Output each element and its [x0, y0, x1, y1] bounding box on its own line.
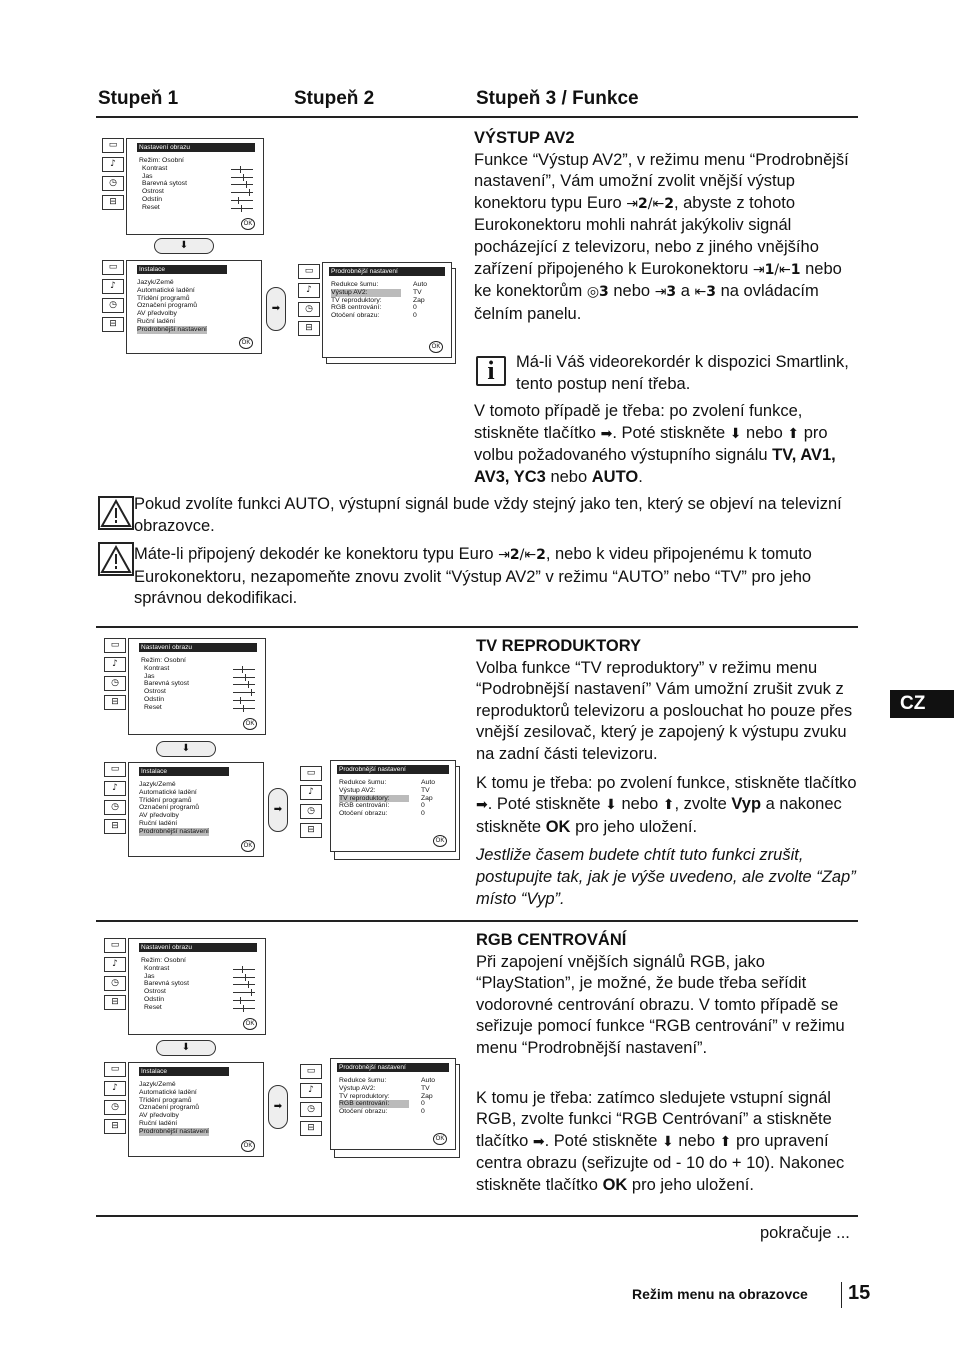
menu-item: Otočení obrazu: — [339, 1108, 388, 1116]
ok-button-icon: OK — [241, 840, 255, 852]
menu-item: RGB centrování: — [339, 802, 390, 810]
toolbox-icon: ⊟ — [298, 321, 320, 336]
menu-item: Jas — [144, 672, 155, 680]
menu-item: Odstín — [142, 195, 163, 203]
menu-title: Prodrobnější nastavení — [337, 765, 449, 774]
level-slider — [233, 669, 255, 670]
detail-menu-screen — [330, 760, 456, 852]
menu-item: Jazyk/Země — [139, 781, 176, 788]
footer-divider — [841, 1282, 842, 1308]
clock-icon: ◷ — [102, 298, 124, 313]
menu-item: Režim: Osobní — [141, 657, 186, 664]
music-icon: ♪ — [104, 781, 126, 796]
section-rule — [96, 626, 858, 628]
menu-item: Ostrost — [142, 188, 164, 196]
menu-items — [139, 157, 187, 212]
level-slider — [233, 984, 255, 985]
menu-title: Instalace — [137, 265, 227, 274]
menu-item: TV reproduktory: — [339, 1092, 390, 1100]
menu-values — [421, 779, 435, 818]
menu-value: 0 — [421, 1100, 425, 1108]
detail-menu-screen — [330, 1058, 456, 1150]
level-slider — [231, 208, 253, 209]
detail-menu-screen — [322, 262, 452, 358]
ok-button-icon: OK — [241, 1140, 255, 1152]
menu-value: TV — [421, 1084, 430, 1092]
menu-item: Prodrobnější nastavení — [139, 827, 209, 835]
toolbox-icon: ⊟ — [104, 695, 126, 710]
menu-item: Jas — [144, 972, 155, 980]
tv-icon: ▭ — [300, 1064, 322, 1079]
right-button-icon: ➡ — [600, 425, 613, 442]
euro-connector-2-icon: ⇥2/⇤2 — [498, 547, 546, 563]
menu-item: Prodrobnější nastavení — [137, 325, 207, 333]
menu-item: Režim: Osobní — [139, 157, 184, 164]
clock-icon: ◷ — [298, 302, 320, 317]
menu-item: Redukce šumu: — [339, 1077, 387, 1084]
level-slider — [233, 684, 255, 685]
menu-title: Instalace — [139, 767, 229, 776]
menu-item: Režim: Osobní — [141, 957, 186, 964]
av3-input-icon: ⇥3 — [654, 284, 677, 301]
menu-item: Označení programů — [137, 302, 198, 310]
menu-title: Nastavení obrazu — [139, 643, 257, 652]
level-slider — [231, 184, 253, 185]
header-stage1: Stupeň 1 — [98, 88, 179, 109]
tv-icon: ▭ — [102, 138, 124, 153]
section-title: VÝSTUP AV2 — [474, 129, 575, 147]
section1-procedure: V tomoto případě je třeba: po zvolení funkce, stiskněte tlačítko ➡. Poté stiskněte ⬇ nebo ⬆ pro volbu požadovaného výstupního signálu TV, AV1, AV3, YC3 nebo AUTO. — [474, 402, 836, 486]
menu-item: RGB centrování: — [339, 1100, 409, 1108]
level-slider — [233, 992, 255, 993]
menu-items — [139, 1081, 209, 1136]
toolbox-icon: ⊟ — [104, 1119, 126, 1134]
music-icon: ♪ — [102, 279, 124, 294]
menu-item: Odstín — [144, 995, 165, 1003]
menu-title: Nastavení obrazu — [139, 943, 257, 952]
menu-item: Ruční ladění — [139, 819, 178, 827]
menu-item: Kontrast — [144, 664, 170, 672]
tv-icon: ▭ — [298, 264, 320, 279]
menu-item: Ruční ladění — [137, 317, 176, 325]
section-rule — [96, 1215, 858, 1217]
header-rule — [96, 116, 858, 118]
menu-item: Odstín — [144, 695, 165, 703]
menu-item: TV reproduktory: — [331, 296, 382, 304]
side-icons — [102, 260, 124, 336]
continues-label: pokračuje ... — [760, 1224, 850, 1242]
menu-value: Zap — [421, 794, 433, 802]
menu-item: AV předvolby — [137, 310, 177, 318]
ok-button-icon: OK — [239, 337, 253, 349]
right-arrow-icon: ➡ — [268, 788, 288, 832]
warning-decoder: Máte-li připojený dekodér ke konektoru typu Euro ⇥2/⇤2, nebo k videu připojenému k tomuto Eurokonektoru, nezapomeňte znovu zvolit “Výstup AV2” v režimu “AUTO” nebo “TV” pro jeho správnou dekodifikaci. — [134, 545, 812, 608]
menu-item: Kontrast — [144, 964, 170, 972]
level-slider — [233, 677, 255, 678]
menu-item: Automatické ladění — [139, 1088, 197, 1096]
menu-item: Automatické ladění — [139, 788, 197, 796]
tv-icon: ▭ — [104, 1062, 126, 1077]
level-slider — [231, 169, 253, 170]
menu-items — [137, 279, 207, 334]
menu-item: Reset — [144, 1003, 162, 1011]
clock-icon: ◷ — [104, 676, 126, 691]
menu-item: TV reproduktory: — [339, 795, 409, 803]
language-tab: CZ — [890, 690, 954, 718]
right-arrow-icon: ➡ — [268, 1085, 288, 1129]
level-slider — [231, 200, 253, 201]
clock-icon: ◷ — [104, 1100, 126, 1115]
down-arrow-icon: ⬇ — [156, 1040, 216, 1056]
euro-connector-1-icon: ⇥1/⇤1 — [752, 261, 801, 278]
menu-item: Prodrobnější nastavení — [139, 1127, 209, 1135]
toolbox-icon: ⊟ — [300, 823, 322, 838]
up-button-icon: ⬆ — [787, 425, 800, 442]
menu-item: Reset — [142, 203, 160, 211]
up-button-icon: ⬆ — [719, 1133, 732, 1150]
ok-button-icon: OK — [433, 1133, 447, 1145]
music-icon: ♪ — [300, 785, 322, 800]
install-menu-screen — [128, 762, 264, 857]
warning-icon — [98, 542, 134, 576]
menu-title: Prodrobnější nastavení — [329, 267, 445, 276]
level-slider — [233, 692, 255, 693]
menu-title: Prodrobnější nastavení — [337, 1063, 449, 1072]
music-icon: ♪ — [104, 1081, 126, 1096]
menu-item: Kontrast — [142, 164, 168, 172]
menu-title: Nastavení obrazu — [137, 143, 255, 152]
section-rgb-centrovani: RGB CENTROVÁNÍ Při zapojení vnějších signálů RGB, jako “PlayStation”, je možné, že bude třeba seřídit vodorovné centrování obrazu. V tomto případě se seřizuje pomocí funkce “RGB centrování” v režimu menu “Prodrobnější nastavení”. K tomu je třeba: zatímco sledujete vstupní signál RGB, zvolte funkci “RGB Centróvaní” a stiskněte tlačítko ➡. Poté stiskněte ⬇ nebo ⬆ pro upravení centra obrazu (seřizujte od - 10 do + 10). Nakonec stiskněte tlačítko OK pro jeho uložení. — [476, 931, 845, 1194]
menu-value: 0 — [421, 810, 425, 818]
level-slider — [231, 192, 253, 193]
av3-audio-icon: ⇤3 — [694, 284, 717, 301]
menu-title: Instalace — [139, 1067, 229, 1076]
tv-icon: ▭ — [300, 766, 322, 781]
section-rule — [96, 920, 858, 922]
level-slider — [233, 1008, 255, 1009]
menu-value: 0 — [421, 1108, 425, 1116]
warning-icon — [98, 496, 134, 530]
level-slider — [231, 177, 253, 178]
menu-item: Ostrost — [144, 688, 166, 696]
music-icon: ♪ — [104, 957, 126, 972]
menu-value: Auto — [421, 779, 435, 786]
menu-item: Redukce šumu: — [331, 281, 379, 288]
menu-item: Třídění programů — [139, 1096, 192, 1104]
menu-items — [331, 281, 401, 320]
footer-section: Režim menu na obrazovce — [632, 1286, 808, 1302]
menu-item: Otočení obrazu: — [331, 312, 380, 320]
section-vystup-av2: VÝSTUP AV2 Funkce “Výstup AV2”, v režimu menu “Prodrobnější nastavení”, Vám umožní zvolit vnější výstup konektoru typu Euro ⇥2/⇤2, abyste z tohoto Eurokonektoru mohli nahrát jakýkoliv signál pocházející z televizoru, nebo z jiného vnějšího zařízení připojeného k Eurokonektoru ⇥1/⇤1 nebo ke konektorům ◎3 nebo ⇥3 a ⇤3 na ovládacím čelním panelu. — [474, 128, 858, 325]
clock-icon: ◷ — [300, 1102, 322, 1117]
ok-button-icon: OK — [243, 718, 257, 730]
menu-value: TV — [421, 786, 430, 794]
menu-item: Barevná sytost — [144, 980, 189, 988]
down-arrow-icon: ⬇ — [156, 741, 216, 757]
menu-value: Zap — [413, 296, 425, 304]
menu-value: Auto — [421, 1077, 435, 1084]
menu-item: Redukce šumu: — [339, 779, 387, 786]
level-slider — [233, 1000, 255, 1001]
tv-icon: ▭ — [102, 260, 124, 275]
menu-item: Výstup AV2: — [339, 1084, 376, 1092]
down-button-icon: ⬇ — [729, 425, 742, 442]
menu-value: 0 — [413, 312, 417, 320]
music-icon: ♪ — [102, 157, 124, 172]
toolbox-icon: ⊟ — [104, 995, 126, 1010]
menu-values — [421, 1077, 435, 1116]
clock-icon: ◷ — [104, 800, 126, 815]
menu-item: Barevná sytost — [142, 180, 187, 188]
menu-items — [339, 779, 409, 818]
menu-item: Otočení obrazu: — [339, 810, 388, 818]
ok-button-icon: OK — [241, 218, 255, 230]
menu-item: Jazyk/Země — [139, 1081, 176, 1088]
info-icon: i — [476, 356, 506, 386]
ok-button-icon: OK — [243, 1018, 257, 1030]
toolbox-icon: ⊟ — [300, 1121, 322, 1136]
level-slider — [233, 969, 255, 970]
ok-button-icon: OK — [433, 835, 447, 847]
section-tv-reproduktory: TV REPRODUKTORY Volba funkce “TV reproduktory” v režimu menu “Podrobnější nastavení” Vám umožní zrušit zvuk z reproduktorů televizoru a poslouchat ho pouze přes vnější zesilovač, který je zapojený k výstupu zvuku na zadní části televizoru. K tomu je třeba: po zvolení funkce, stiskněte tlačítko ➡. Poté stiskněte ⬇ nebo ⬆, zvolte Vyp a nakonec stiskněte OK pro jeho uložení. Jestliže časem budete chtít tuto funkci zrušit, postupujte tak, jak je výše uvedeno, ale zvolte “Zap” místo “Vyp”. — [476, 637, 857, 908]
menu-items — [339, 1077, 409, 1116]
toolbox-icon: ⊟ — [102, 195, 124, 210]
page-number: 15 — [848, 1282, 871, 1304]
menu-value: 0 — [413, 304, 417, 312]
menu-item: Třídění programů — [137, 294, 190, 302]
down-button-icon: ⬇ — [662, 1133, 674, 1150]
menu-item: AV předvolby — [139, 812, 179, 820]
side-icons — [102, 138, 124, 214]
menu-item: Výstup AV2: — [339, 786, 376, 794]
side-icons — [298, 264, 320, 340]
toolbox-icon: ⊟ — [102, 317, 124, 332]
menu-items — [141, 957, 189, 1012]
menu-item: Automatické ladění — [137, 286, 195, 294]
warning-auto: Pokud zvolíte funkci AUTO, výstupní signál bude vždy stejný jako ten, který se objeví na televizní obrazovce. — [134, 495, 842, 535]
down-arrow-icon: ⬇ — [154, 238, 214, 254]
menu-item: Barevná sytost — [144, 680, 189, 688]
toolbox-icon: ⊟ — [104, 819, 126, 834]
picture-menu-screen — [128, 938, 266, 1035]
picture-menu-screen — [128, 638, 266, 735]
tv-icon: ▭ — [104, 638, 126, 653]
music-icon: ♪ — [300, 1083, 322, 1098]
tv-icon: ▭ — [104, 762, 126, 777]
menu-item: Ruční ladění — [139, 1119, 178, 1127]
menu-item: Třídění programů — [139, 796, 192, 804]
install-menu-screen — [128, 1062, 264, 1157]
header-stage3: Stupeň 3 / Funkce — [476, 88, 639, 109]
music-icon: ♪ — [104, 657, 126, 672]
right-button-icon: ➡ — [476, 797, 488, 814]
menu-item: Výstup AV2: — [331, 289, 401, 297]
picture-menu-screen — [126, 138, 264, 235]
menu-item: AV předvolby — [139, 1112, 179, 1120]
clock-icon: ◷ — [300, 804, 322, 819]
menu-item: Ostrost — [144, 988, 166, 996]
menu-value: Auto — [413, 281, 427, 288]
menu-value: TV — [413, 288, 422, 296]
menu-items — [139, 781, 209, 836]
header-stage2: Stupeň 2 — [294, 88, 375, 109]
menu-item: Jas — [142, 172, 153, 180]
down-button-icon: ⬇ — [605, 797, 617, 814]
level-slider — [233, 977, 255, 978]
menu-item: Reset — [144, 703, 162, 711]
install-menu-screen — [126, 260, 262, 354]
level-slider — [233, 700, 255, 701]
menu-values — [413, 281, 427, 320]
menu-value: 0 — [421, 802, 425, 810]
ok-button-icon: OK — [429, 341, 443, 353]
menu-item: RGB centrování: — [331, 304, 382, 312]
menu-item: Označení programů — [139, 804, 200, 812]
menu-items — [141, 657, 189, 712]
av3-video-icon: ◎3 — [586, 284, 609, 301]
right-button-icon: ➡ — [532, 1133, 545, 1150]
menu-value: Zap — [421, 1092, 433, 1100]
menu-item: Jazyk/Země — [137, 279, 174, 286]
info-note: i Má-li Váš videorekordér k dispozici Smartlink, tento postup není třeba. — [474, 352, 858, 395]
right-arrow-icon: ➡ — [266, 287, 286, 331]
clock-icon: ◷ — [102, 176, 124, 191]
music-icon: ♪ — [298, 283, 320, 298]
menu-item: Označení programů — [139, 1104, 200, 1112]
clock-icon: ◷ — [104, 976, 126, 991]
level-slider — [233, 708, 255, 709]
tv-icon: ▭ — [104, 938, 126, 953]
up-button-icon: ⬆ — [662, 797, 675, 814]
euro-connector-2-icon: ⇥2/⇤2 — [626, 195, 674, 212]
